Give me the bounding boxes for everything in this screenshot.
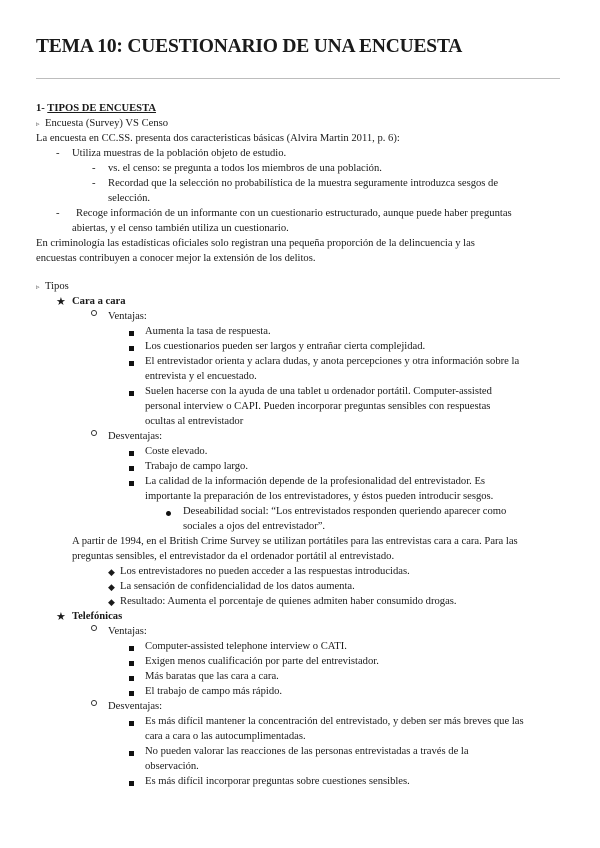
triangle-bullet-icon: ▹ xyxy=(36,120,40,128)
square-bullet-icon xyxy=(129,676,134,681)
cara-a-cara-heading: Cara a cara xyxy=(72,296,126,307)
square-bullet-icon xyxy=(129,781,134,786)
section-title: TIPOS DE ENCUESTA xyxy=(47,103,157,114)
dash-bullet-icon: - xyxy=(92,163,96,174)
bcs-paragraph-line-2: preguntas sensibles, el entrevistador da el ordenador portátil al entrevistado. xyxy=(72,551,395,562)
tel-desventaja-1-line-1: Es más difícil mantener la concentración del entrevistado, y deben ser más breves que las xyxy=(145,716,524,727)
cara-ventaja-4-line-1: Suelen hacerse con la ayuda de una tablet u ordenador portátil. Computer-assisted xyxy=(145,386,492,397)
square-bullet-icon xyxy=(129,751,134,756)
cara-desventaja-3-line-1: La calidad de la información depende de la profesionalidad del entrevistador. Es xyxy=(145,476,486,487)
characteristic-1: Utiliza muestras de la población objeto de estudio. xyxy=(72,148,287,159)
cara-desventaja-2: Trabajo de campo largo. xyxy=(145,461,248,472)
characteristic-1-sub-1: vs. el censo: se pregunta a todos los miembros de una población. xyxy=(108,163,382,174)
dash-bullet-icon: - xyxy=(92,178,96,189)
cara-desventaja-3-line-2: importante la preparación de los entrevistadores, y éstos pueden introducir sesgos. xyxy=(145,491,494,502)
cara-desventaja-1: Coste elevado. xyxy=(145,446,208,457)
survey-vs-census: Encuesta (Survey) VS Censo xyxy=(45,118,169,129)
intro-text: La encuesta en CC.SS. presenta dos caracteristicas básicas (Alvira Martin 2011, p. 6): xyxy=(36,133,400,144)
tel-desventaja-2-line-2: observación. xyxy=(145,761,199,772)
diamond-bullet-icon: ◆ xyxy=(108,567,115,577)
cara-ventaja-2: Los cuestionarios pueden ser largos y entrañar cierta complejidad. xyxy=(145,341,426,352)
square-bullet-icon xyxy=(129,691,134,696)
square-bullet-icon xyxy=(129,466,134,471)
characteristic-2-line-2: abiertas, y el censo también utiliza un cuestionario. xyxy=(72,223,289,234)
social-desirability-line-2: sociales a ojos del entrevistador”. xyxy=(183,521,326,532)
cara-ventaja-3-line-2: entrevista y el encuestado. xyxy=(145,371,257,382)
criminology-line-2: encuestas contribuyen a conocer mejor la extensión de los delitos. xyxy=(36,253,316,264)
characteristic-1-sub-2-line-2: selección. xyxy=(108,193,151,204)
square-bullet-icon xyxy=(129,481,134,486)
bcs-paragraph-line-1: A partir de 1994, en el British Crime Survey se utilizan portátiles para las entrevistas cara a cara. Para las xyxy=(72,536,518,547)
square-bullet-icon xyxy=(129,646,134,651)
tel-desventajas-label: Desventajas: xyxy=(108,701,163,712)
characteristic-1-sub-2-line-1: Recordad que la selección no probabilística de la muestra seguramente introduzca sesgos de xyxy=(108,178,499,189)
tel-desventaja-3: Es más difícil incorporar preguntas sobre cuestiones sensibles. xyxy=(145,776,410,787)
bcs-point-1: Los entrevistadores no pueden acceder a las respuestas introducidas. xyxy=(120,566,410,577)
tel-ventaja-1: Computer-assisted telephone interview o CATI. xyxy=(145,641,347,652)
dot-bullet-icon xyxy=(166,511,171,516)
square-bullet-icon xyxy=(129,331,134,336)
title-divider xyxy=(36,78,560,79)
tel-ventaja-2: Exigen menos cualificación por parte del entrevistador. xyxy=(145,656,379,667)
cara-ventaja-3-line-1: El entrevistador orienta y aclara dudas, y anota percepciones y otra información sobre la xyxy=(145,356,520,367)
triangle-bullet-icon: ▹ xyxy=(36,283,40,291)
page-title: TEMA 10: CUESTIONARIO DE UNA ENCUESTA xyxy=(36,36,463,57)
telefonicas-heading: Telefónicas xyxy=(72,611,123,622)
characteristic-2-line-1: Recoge información de un informante con un cuestionario estructurado, aunque puede haber preguntas xyxy=(76,208,512,219)
cara-ventaja-4-line-3: ocultas al entrevistador xyxy=(145,416,244,427)
circle-bullet-icon xyxy=(91,700,97,706)
section-heading xyxy=(36,102,156,116)
social-desirability-line-1: Deseabilidad social: “Los entrevistados responden queriendo aparecer como xyxy=(183,506,507,517)
cara-ventaja-4-line-2: personal interview o CAPI. Pueden incorporar preguntas sensibles con respuestas xyxy=(145,401,491,412)
bcs-point-2: La sensación de confidencialidad de los datos aumenta. xyxy=(120,581,355,592)
square-bullet-icon xyxy=(129,721,134,726)
star-bullet-icon: ★ xyxy=(56,296,66,308)
diamond-bullet-icon: ◆ xyxy=(108,582,115,592)
square-bullet-icon xyxy=(129,451,134,456)
diamond-bullet-icon: ◆ xyxy=(108,597,115,607)
square-bullet-icon xyxy=(129,361,134,366)
tel-desventaja-2-line-1: No pueden valorar las reacciones de las personas entrevistadas a través de la xyxy=(145,746,469,757)
section-number: 1- xyxy=(36,103,48,114)
cara-ventaja-1: Aumenta la tasa de respuesta. xyxy=(145,326,271,337)
cara-desventajas-label: Desventajas: xyxy=(108,431,163,442)
tipos-heading: Tipos xyxy=(45,281,69,292)
square-bullet-icon xyxy=(129,661,134,666)
circle-bullet-icon xyxy=(91,625,97,631)
circle-bullet-icon xyxy=(91,310,97,316)
square-bullet-icon xyxy=(129,391,134,396)
tel-desventaja-1-line-2: cara a cara o las autocumplimentadas. xyxy=(145,731,306,742)
bcs-point-3: Resultado: Aumenta el porcentaje de quienes admiten haber consumido drogas. xyxy=(120,596,457,607)
dash-bullet-icon: - xyxy=(56,148,60,159)
circle-bullet-icon xyxy=(91,430,97,436)
cara-ventajas-label: Ventajas: xyxy=(108,311,147,322)
dash-bullet-icon: - xyxy=(56,208,60,219)
tel-ventajas-label: Ventajas: xyxy=(108,626,147,637)
tel-ventaja-3: Más baratas que las cara a cara. xyxy=(145,671,279,682)
star-bullet-icon: ★ xyxy=(56,611,66,623)
square-bullet-icon xyxy=(129,346,134,351)
criminology-line-1: En criminología las estadísticas oficiales solo registran una pequeña proporción de la delincuencia y las xyxy=(36,238,475,249)
tel-ventaja-4: El trabajo de campo más rápido. xyxy=(145,686,283,697)
